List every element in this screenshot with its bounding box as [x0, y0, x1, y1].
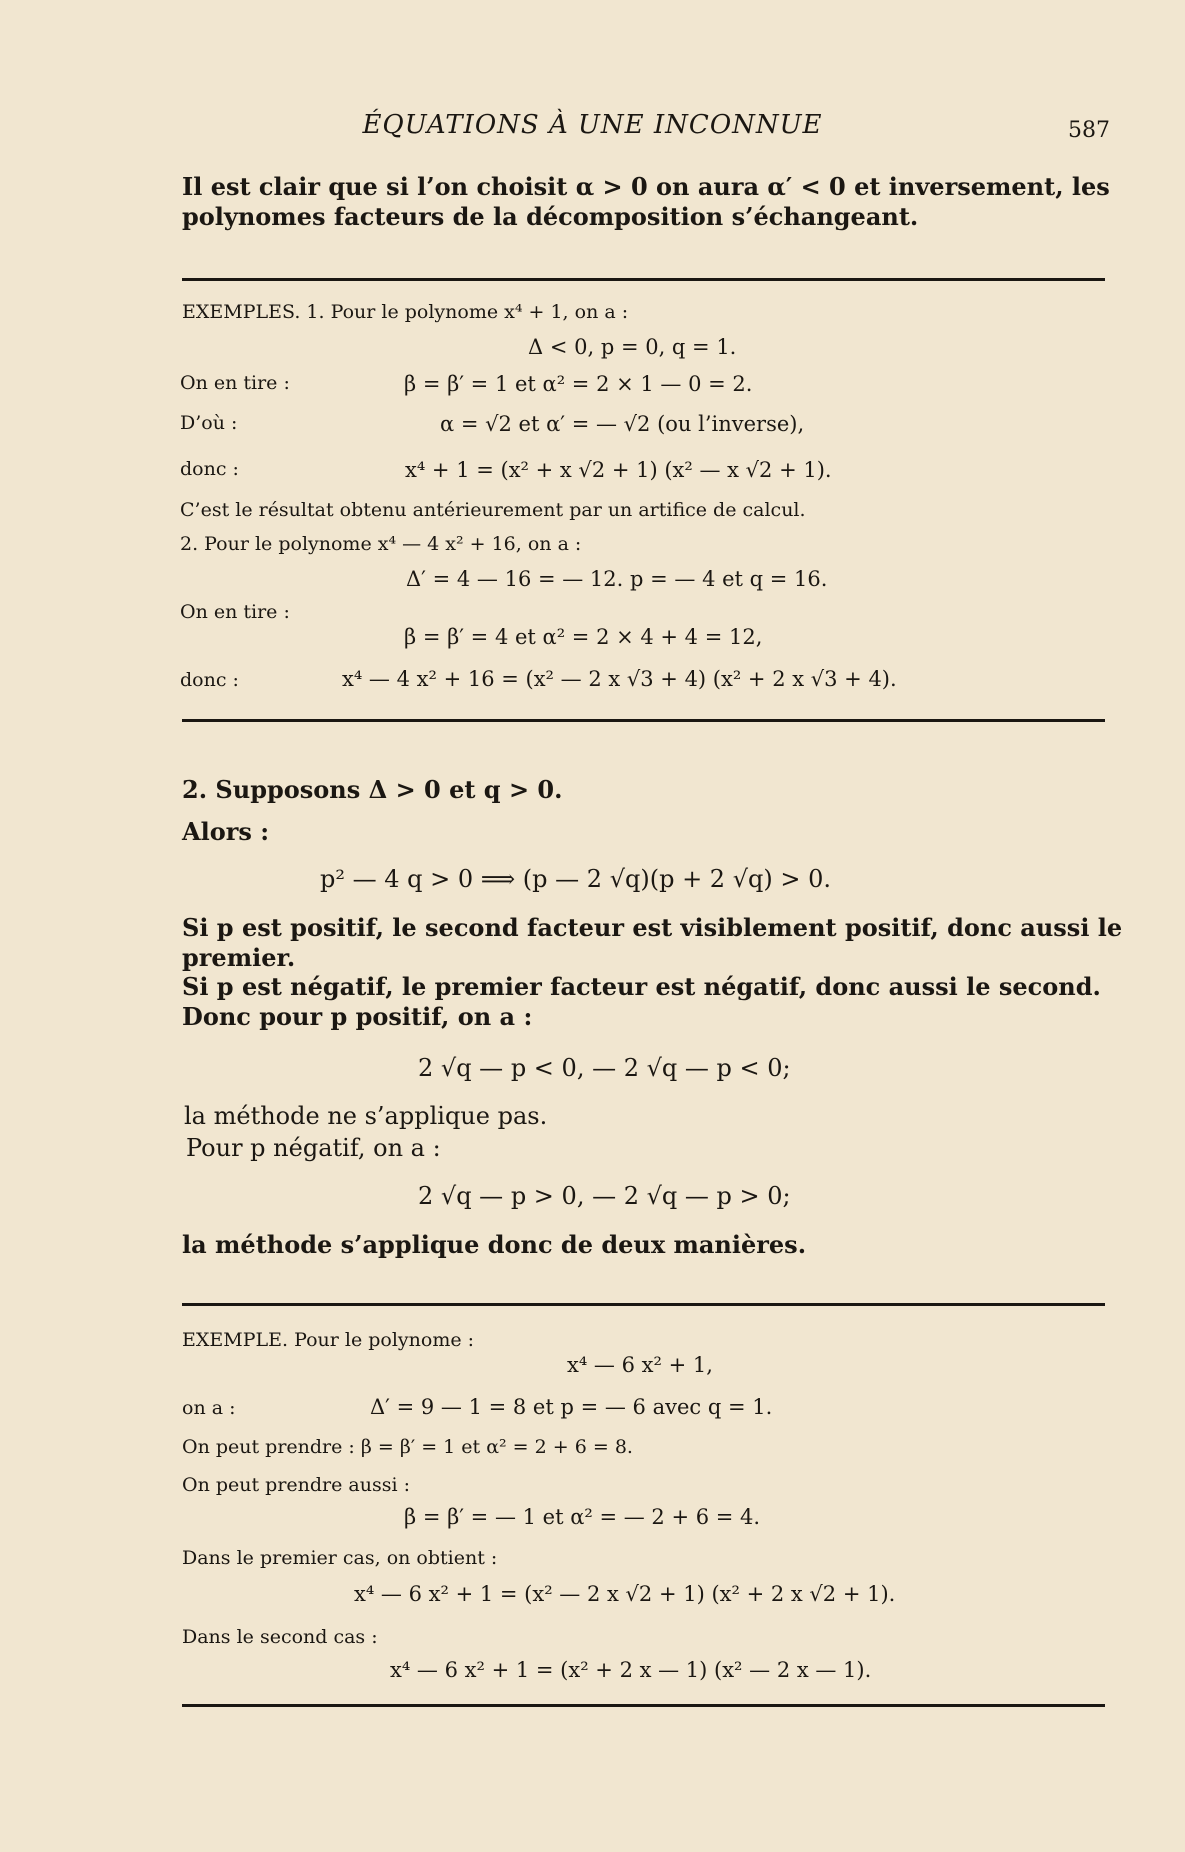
ex3-line-3: On peut prendre aussi : — [182, 1474, 411, 1496]
ex1-result: C’est le résultat obtenu antérieurement par un artifice de calcul. — [180, 499, 806, 521]
intro-line-2: polynomes facteurs de la décomposition s’échangeant. — [182, 202, 919, 231]
ex2-label-2: donc : — [180, 669, 239, 691]
section2-para-2: Si p est négatif, le premier facteur est négatif, donc aussi le second. — [182, 972, 1101, 1001]
rule-bottom-ex1 — [182, 719, 1105, 722]
running-header: ÉQUATIONS À UNE INCONNUE — [362, 110, 823, 140]
ex3-line-2: On peut prendre : β = β′ = 1 et α² = 2 + 6 = 8. — [182, 1436, 633, 1458]
section2-para-1b: premier. — [182, 943, 296, 972]
ex2-math-1: β = β′ = 4 et α² = 2 × 4 + 4 = 12, — [404, 625, 763, 649]
ex1-label-2: D’où : — [180, 412, 238, 434]
ex3-math-4: x⁴ — 6 x² + 1 = (x² — 2 x √2 + 1) (x² + 2 x √2 + 1). — [354, 1582, 896, 1606]
ex2-label-1: On en tire : — [180, 601, 290, 623]
section2-para-6: la méthode s’applique donc de deux manières. — [182, 1230, 807, 1259]
section2-heading: 2. Supposons Δ > 0 et q > 0. — [182, 775, 563, 804]
ex2-heading: 2. Pour le polynome x⁴ — 4 x² + 16, on a : — [180, 533, 582, 555]
rule-top-ex1 — [182, 278, 1105, 281]
section2-para-4: la méthode ne s’applique pas. — [184, 1102, 548, 1130]
rule-top-ex3 — [182, 1303, 1105, 1306]
ex3-line-4: Dans le premier cas, on obtient : — [182, 1547, 498, 1569]
section2-alors: Alors : — [182, 817, 270, 846]
section2-para-1a: Si p est positif, le second facteur est visiblement positif, donc aussi le — [182, 913, 1123, 942]
section2-para-3: Donc pour p positif, on a : — [182, 1002, 533, 1031]
section2-inequalities-2: 2 √q — p > 0, — 2 √q — p > 0; — [418, 1182, 791, 1210]
rule-bottom-ex3 — [182, 1704, 1105, 1707]
section2-inequalities-1: 2 √q — p < 0, — 2 √q — p < 0; — [418, 1054, 791, 1082]
ex3-polynomial: x⁴ — 6 x² + 1, — [567, 1353, 713, 1377]
ex2-math-2: x⁴ — 4 x² + 16 = (x² — 2 x √3 + 4) (x² + 2 x √3 + 4). — [342, 667, 897, 691]
ex3-heading: EXEMPLE. Pour le polynome : — [182, 1329, 475, 1351]
ex3-math-5: x⁴ — 6 x² + 1 = (x² + 2 x — 1) (x² — 2 x — 1). — [390, 1658, 872, 1682]
ex3-line-5: Dans le second cas : — [182, 1626, 378, 1648]
section2-implication: p² — 4 q > 0 ⟹ (p — 2 √q)(p + 2 √q) > 0. — [320, 865, 831, 893]
ex1-label-1: On en tire : — [180, 372, 290, 394]
ex3-math-1: Δ′ = 9 — 1 = 8 et p = — 6 avec q = 1. — [370, 1395, 773, 1419]
section2-para-5: Pour p négatif, on a : — [186, 1134, 441, 1162]
ex1-math-3: x⁴ + 1 = (x² + x √2 + 1) (x² — x √2 + 1). — [405, 458, 832, 482]
ex1-heading: EXEMPLES. 1. Pour le polynome x⁴ + 1, on a : — [182, 301, 629, 323]
ex1-math-2: α = √2 et α′ = — √2 (ou l’inverse), — [440, 412, 805, 436]
ex1-label-3: donc : — [180, 458, 239, 480]
intro-line-1: Il est clair que si l’on choisit α > 0 on aura α′ < 0 et inversement, les — [182, 172, 1110, 201]
ex3-math-3: β = β′ = — 1 et α² = — 2 + 6 = 4. — [404, 1505, 761, 1529]
ex2-condition: Δ′ = 4 — 16 = — 12. p = — 4 et q = 16. — [406, 567, 828, 591]
page-number: 587 — [1068, 118, 1110, 143]
ex3-label-1: on a : — [182, 1397, 236, 1419]
ex1-math-1: β = β′ = 1 et α² = 2 × 1 — 0 = 2. — [404, 372, 753, 396]
ex1-condition: Δ < 0, p = 0, q = 1. — [528, 335, 737, 359]
